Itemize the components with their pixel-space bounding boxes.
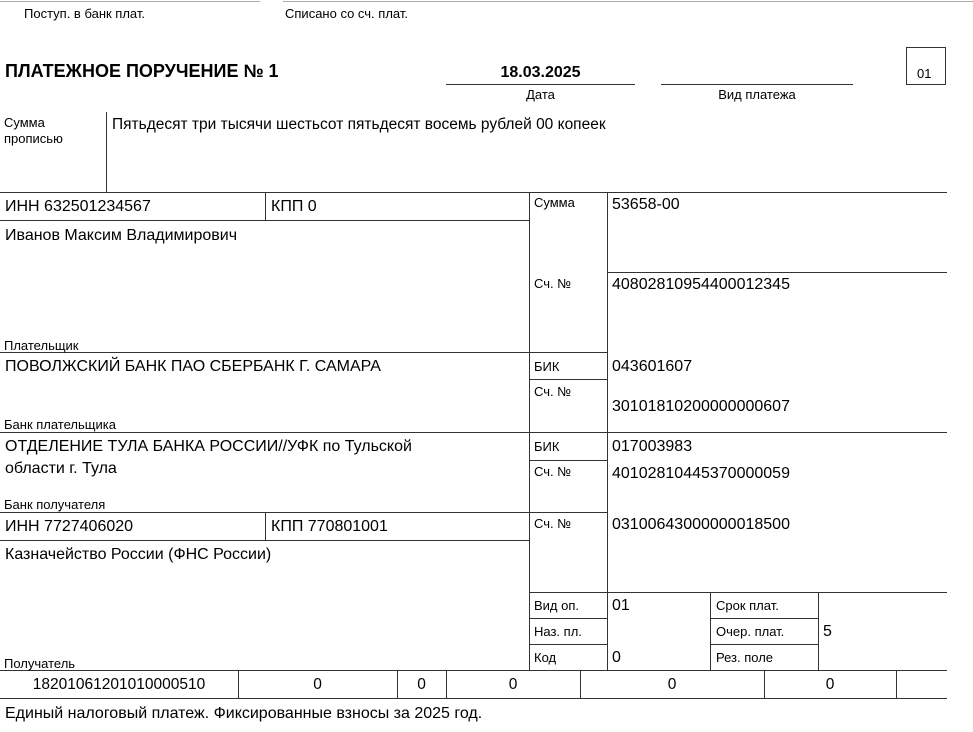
srok-label: Срок плат. [716, 598, 779, 613]
amount-words-label-2: прописью [4, 131, 63, 146]
line-payer-top [0, 192, 947, 193]
vid-op-label: Вид оп. [534, 598, 580, 613]
line-tax-bottom [0, 698, 947, 699]
tax-period: 0 [508, 676, 518, 693]
line-payer-bank-bottom [0, 432, 947, 433]
vline-710 [710, 592, 711, 670]
vline-607 [607, 192, 608, 670]
line-payer-bank-bik [529, 379, 607, 380]
line-details-top [529, 592, 947, 593]
naz-pl-label: Наз. пл. [534, 624, 582, 639]
rez-label: Рез. поле [716, 650, 774, 665]
vline-payer-kpp [265, 192, 266, 220]
tax-oktmo: 0 [313, 676, 322, 693]
payer-account-label: Сч. № [534, 276, 572, 291]
date-value: 18.03.2025 [500, 64, 581, 81]
payer-account-value: 40802810954400012345 [612, 276, 790, 293]
payment-type-underline [661, 84, 853, 85]
form-code-box [906, 47, 946, 85]
vline-recipient-kpp [265, 512, 266, 540]
line-details-1b [710, 618, 818, 619]
tax-doc-number: 0 [667, 676, 677, 693]
vline-529 [529, 192, 530, 670]
payer-bank-account-label: Сч. № [534, 384, 572, 399]
top-line-2 [283, 1, 973, 2]
kod-value: 0 [612, 649, 621, 666]
payer-bank-name: ПОВОЛЖСКИЙ БАНК ПАО СБЕРБАНК Г. САМАРА [5, 358, 381, 375]
amount-words-label-1: Сумма [4, 115, 45, 130]
recipient-bank-account-value: 40102810445370000059 [612, 465, 790, 482]
line-recipient-bank-bottom [0, 512, 607, 513]
recipient-bank-name-1: ОТДЕЛЕНИЕ ТУЛА БАНКА РОССИИ//УФК по Тульской [5, 438, 412, 455]
amount-words-divider [106, 112, 107, 192]
payment-type-label: Вид платежа [718, 87, 796, 102]
kod-label: Код [534, 650, 557, 665]
payer-kpp: КПП 0 [271, 198, 317, 215]
tax-kbk: 18201061201010000510 [32, 676, 206, 693]
recipient-account-label: Сч. № [534, 516, 572, 531]
amount-label: Сумма [534, 195, 575, 210]
payer-bank-account-value: 30101810200000000607 [612, 398, 790, 415]
amount-value: 53658-00 [612, 196, 680, 213]
payment-purpose: Единый налоговый платеж. Фиксированные взносы за 2025 год. [5, 705, 483, 722]
form-code: 01 [917, 66, 932, 81]
vid-op-value: 01 [612, 597, 630, 614]
ocher-value: 5 [823, 623, 832, 640]
line-details-2b [710, 644, 818, 645]
amount-words-value: Пятьдесят три тысячи шестьсот пятьдесят восемь рублей 00 копеек [112, 116, 606, 133]
received-bank-label: Поступ. в банк плат. [24, 6, 146, 21]
tax-doc-date: 0 [825, 676, 835, 693]
top-line-1 [0, 1, 260, 2]
line-recipient-bottom [0, 670, 947, 671]
recipient-bank-name-2: области г. Тула [5, 460, 117, 477]
line-recipient-bank-bik [529, 460, 607, 461]
line-details-2 [529, 644, 607, 645]
date-label: Дата [526, 87, 555, 102]
recipient-bank-bik-value: 017003983 [612, 438, 693, 455]
recipient-kpp: КПП 770801001 [271, 518, 388, 535]
recipient-bank-label: Банк получателя [4, 497, 106, 512]
ocher-label: Очер. плат. [716, 624, 785, 639]
date-underline [446, 84, 635, 85]
recipient-bank-account-label: Сч. № [534, 464, 572, 479]
tax-basis: 0 [417, 676, 426, 693]
vline-818 [818, 592, 819, 670]
line-details-1 [529, 618, 607, 619]
payer-inn: ИНН 632501234567 [5, 198, 151, 215]
recipient-bank-bik-label: БИК [534, 439, 560, 454]
page-title: ПЛАТЕЖНОЕ ПОРУЧЕНИЕ № 1 [5, 61, 279, 81]
tax-vline-6 [896, 670, 897, 698]
payer-bank-label: Банк плательщика [4, 417, 116, 432]
line-amount-bottom [607, 272, 947, 273]
recipient-name: Казначейство России (ФНС России) [5, 546, 272, 563]
payer-label: Плательщик [4, 338, 79, 353]
recipient-label: Получатель [4, 656, 76, 671]
debited-label: Списано со сч. плат. [285, 6, 408, 21]
line-payer-inn-bottom [0, 220, 529, 221]
line-payer-bottom [0, 352, 607, 353]
payer-name: Иванов Максим Владимирович [5, 227, 238, 244]
payer-bank-bik-label: БИК [534, 359, 560, 374]
payer-bank-bik-value: 043601607 [612, 358, 693, 375]
line-recipient-inn-bottom [0, 540, 529, 541]
recipient-inn: ИНН 7727406020 [5, 518, 134, 535]
recipient-account-value: 03100643000000018500 [612, 516, 790, 533]
